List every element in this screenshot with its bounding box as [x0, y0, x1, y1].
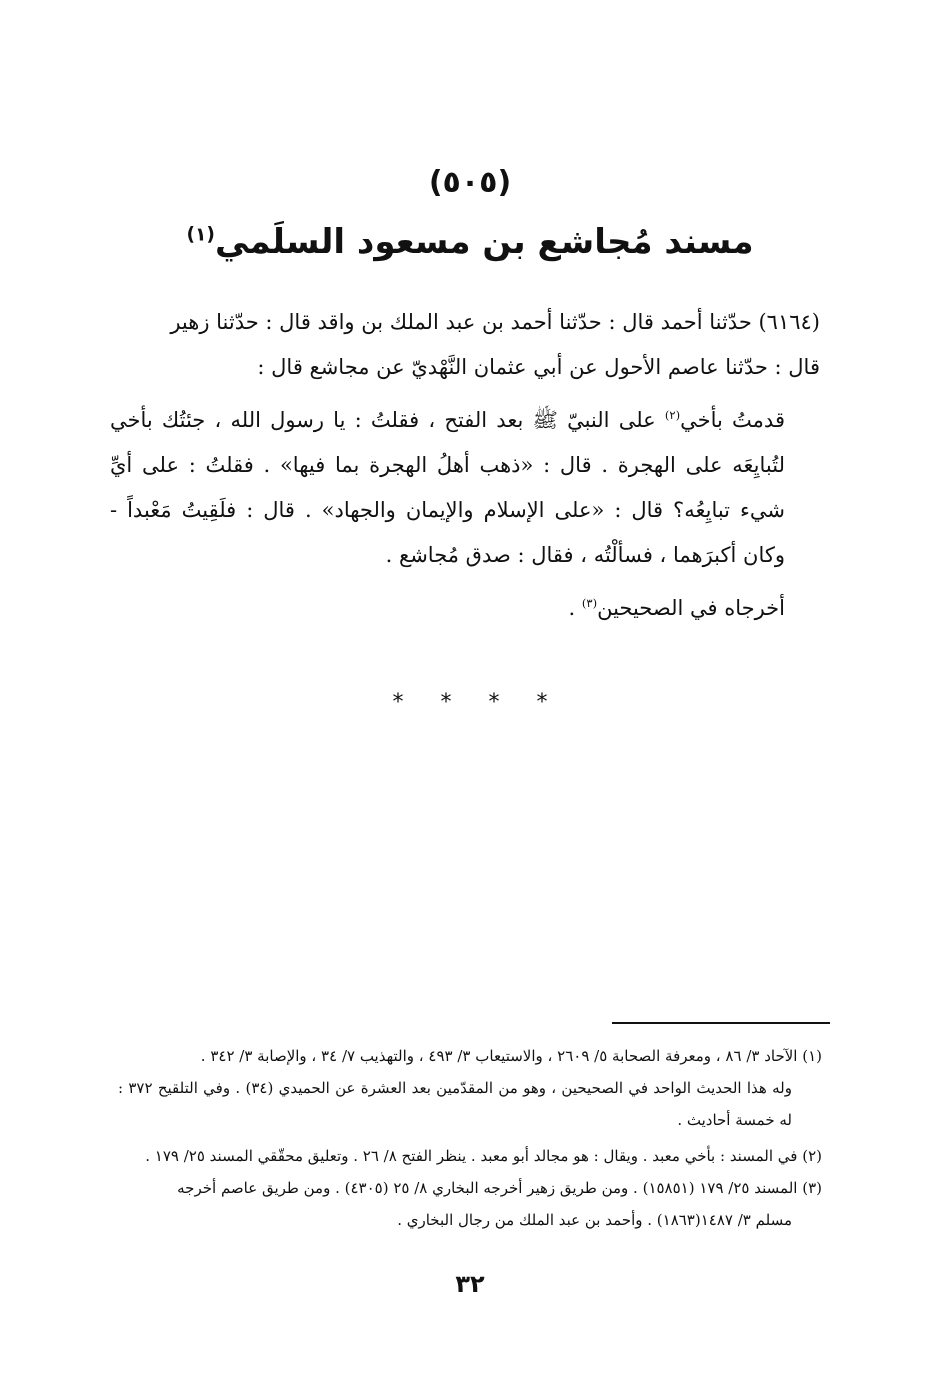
page-number: ٣٢ [455, 1270, 485, 1298]
conclusion-footnote-mark: (٣) [581, 596, 598, 610]
section-title-text: مسند مُجاشع بن مسعود السلَمي [214, 222, 754, 262]
section-title [0, 222, 940, 262]
matn-footnote-mark: (٢) [664, 408, 681, 422]
footnote-2: (٢) في المسند : بأخي معبد . ويقال : هو مجالد أبو معبد . ينظر الفتح ٨/ ٢٦ . وتعليق محقّقي المسند ٢٥/ ١٧٩ . [145, 1147, 822, 1165]
footnote-divider [612, 1022, 830, 1024]
conclusion-end: . [568, 596, 582, 620]
hadith-conclusion [110, 586, 820, 631]
section-separator: * * * * [392, 690, 548, 715]
matn-text-2: على النبيّ ﷺ بعد الفتح ، فقلتُ : يا رسول الله ، جئتُك بأخي لتُبايِعَه على الهجرة . قال : «ذهب أهلُ الهجرة بما فيها» . فقلتُ : على أيِّ شيء تبايِعُه؟ قال : «على الإسلام والإيمان والجهاد» . قال : فلَقِيتُ مَعْبداً - وكان أكبرَهما ، فسألْتُه ، فقال : صدق مُجاشع . [110, 408, 785, 567]
footnote-3-line-1: (٣) المسند ٢٥/ ١٧٩ (١٥٨٥١) . ومن طريق زهير أخرجه البخاري ٨/ ٢٥ (٤٣٠٥) . ومن طريق عاصم أخرجه [177, 1179, 822, 1197]
isnad-line-1: (٦١٦٤) حدّثنا أحمد قال : حدّثنا أحمد بن عبد الملك بن واقد قال : حدّثنا زهير [170, 310, 820, 334]
hadith-matn [110, 398, 820, 578]
footnote-1-line-1: (١) الآحاد ٣/ ٨٦ ، ومعرفة الصحابة ٥/ ٢٦٠٩ ، والاستيعاب ٣/ ٤٩٣ ، والتهذيب ٧/ ٣٤ ، والإصابة ٣/ ٣٤٢ . [200, 1047, 822, 1065]
title-footnote-mark: (١) [186, 224, 215, 246]
footnotes [118, 1040, 822, 1236]
isnad-line-2: قال : حدّثنا عاصم الأحول عن أبي عثمان النَّهْديّ عن مجاشع قال : [257, 355, 820, 379]
footnote-3-line-2: مسلم ٣/ ١٤٨٧(١٨٦٣) . وأحمد بن عبد الملك من رجال البخاري . [397, 1211, 792, 1229]
section-number: (٥٠٥) [428, 165, 512, 200]
hadith-body [110, 300, 820, 631]
matn-text-1: قدمتُ بأخي [680, 408, 785, 432]
conclusion-text: أخرجاه في الصحيحين [597, 596, 785, 620]
footnote-1-line-2: وله هذا الحديث الواحد في الصحيحين ، وهو من المقدّمين بعد العشرة عن الحميدي (٣٤) . وفي التلقيح ٣٧٢ : له خمسة أحاديث . [118, 1079, 792, 1129]
